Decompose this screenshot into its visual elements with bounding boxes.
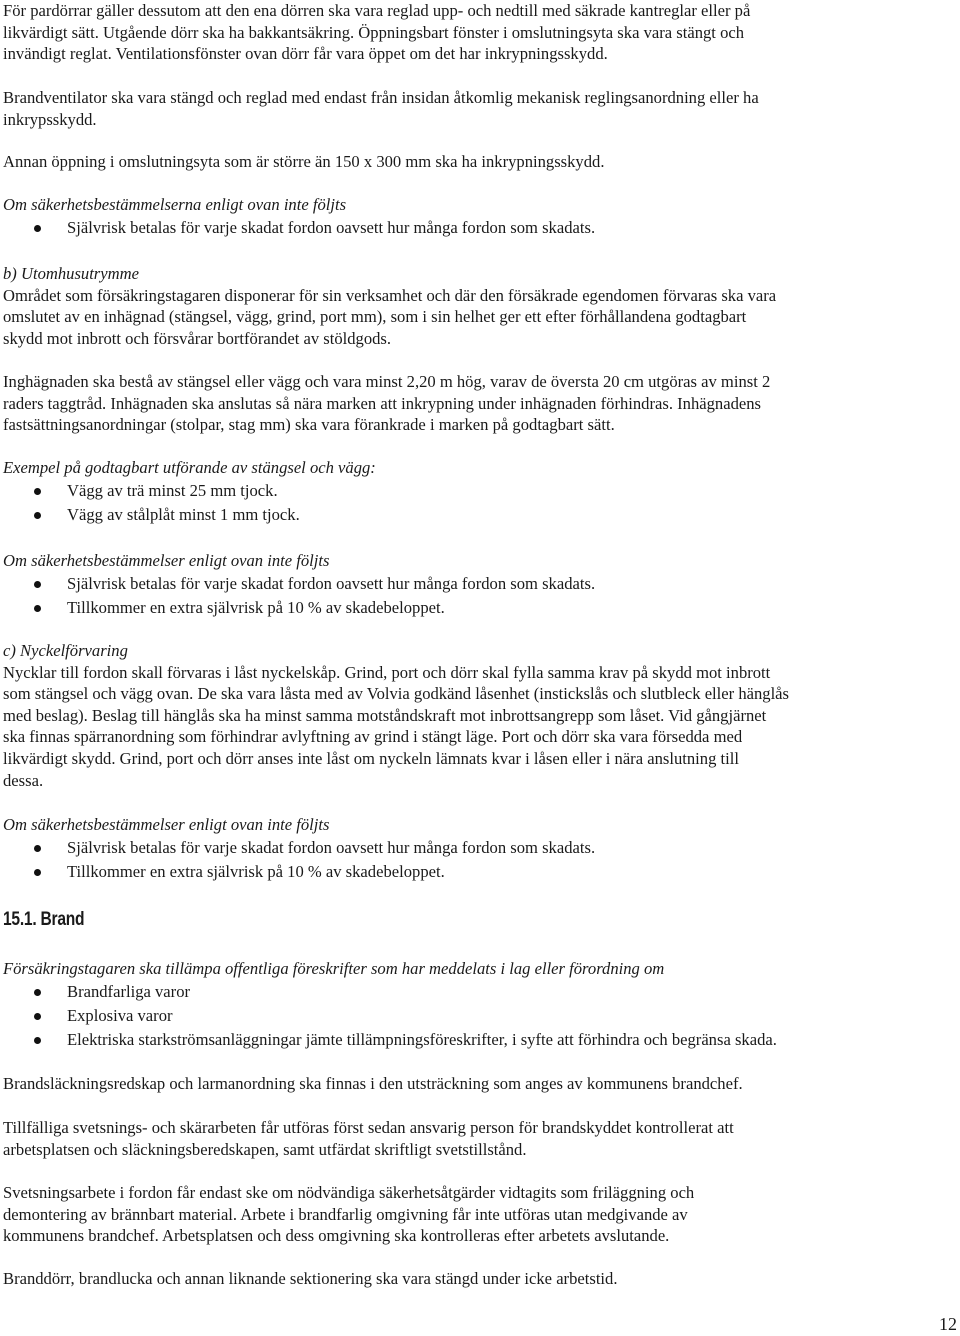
text-line: arbetsplatsen och släckningsberedskapen, samt utfärdat skriftligt svetstillstånd. — [3, 1139, 527, 1159]
example-bullet-list — [3, 479, 955, 527]
text-line: omslutet av en inhägnad (stängsel, vägg, grind, port mm), som i sin helhet ger ett efter förhållandena godtagbart — [3, 307, 747, 327]
example-heading: Exempel på godtagbart utförande av stängsel och vägg: — [3, 458, 376, 477]
list-item-text: Vägg av stålplåt minst 1 mm tjock. — [67, 504, 300, 524]
rule-bullet-list — [3, 836, 955, 884]
svetsning-paragraph — [3, 1117, 955, 1160]
text-line: skydd mot inbrott och försvårar bortförandet av stöldgods. — [3, 328, 392, 348]
list-item — [3, 479, 955, 503]
inhagnad-paragraph — [3, 371, 955, 436]
rule-bullet-list — [3, 572, 955, 620]
doors-paragraph — [3, 0, 955, 65]
list-item-text: Elektriska starkströmsanläggningar jämte tillämpningsföreskrifter, i syfte att förhindra och begränsa skada. — [67, 1029, 777, 1049]
list-item — [3, 216, 955, 240]
text-line: inkrypsskydd. — [3, 109, 97, 129]
list-item — [3, 572, 955, 596]
bullet-icon — [34, 845, 41, 852]
section-heading: b) Utomhusutrymme — [3, 264, 139, 283]
text-line: kommunens brandchef. Arbetsplatsen och dess omgivning ska kontrolleras efter arbetets avslutande. — [3, 1226, 670, 1246]
list-item-text: Explosiva varor — [67, 1005, 173, 1025]
text-line: Tillfälliga svetsnings- och skärarbeten får utföras först sedan ansvarig person för brandskyddet kontrollerat att — [3, 1118, 734, 1137]
rule-heading: Om säkerhetsbestämmelser enligt ovan inte följts — [3, 551, 330, 570]
text-line: likvärdigt skydd. Grind, port och dörr anses inte låst om nyckeln lämnats kvar i låsen eller i nära anslutning till — [3, 748, 739, 768]
text-line: Brandsläckningsredskap och larmanordning ska finnas i den utsträckning som anges av kommunens brandchef. — [3, 1074, 743, 1093]
list-item — [3, 980, 955, 1004]
text-line: fastsättningsanordningar (stolpar, stag mm) ska vara förankrade i marken på godtagbart sätt. — [3, 415, 615, 435]
branddorr-paragraph — [3, 1268, 955, 1290]
brand-bullet-list — [3, 980, 955, 1052]
list-item-text: Brandfarliga varor — [67, 981, 191, 1001]
bullet-icon — [34, 1037, 41, 1044]
list-item — [3, 1004, 955, 1028]
section-heading: c) Nyckelförvaring — [3, 641, 128, 660]
list-item-text: Tillkommer en extra självrisk på 10 % av skadebeloppet. — [67, 861, 445, 881]
list-item — [3, 1028, 955, 1052]
text-line: Annan öppning i omslutningsyta som är större än 150 x 300 mm ska ha inkrypningsskydd. — [3, 152, 605, 171]
text-line: demontering av brännbart material. Arbete i brandfarlig omgivning får inte utföras utan medgivande av — [3, 1204, 688, 1224]
example-block — [3, 457, 955, 527]
page-number: 12 — [939, 1314, 957, 1334]
bullet-icon — [34, 989, 41, 996]
list-item-text: Självrisk betalas för varje skadat fordon oavsett hur många fordon som skadats. — [67, 217, 596, 237]
rule-heading: Om säkerhetsbestämmelser enligt ovan inte följts — [3, 815, 330, 834]
rule-c-block — [3, 814, 955, 884]
brand-section-heading-wrap — [3, 909, 955, 931]
list-item-text: Vägg av trä minst 25 mm tjock. — [67, 480, 278, 500]
section-c — [3, 640, 955, 791]
text-line: likvärdigt sätt. Utgående dörr ska ha bakkantsäkring. Öppningsbart fönster i omslutningsyta ska vara stängt och — [3, 22, 745, 42]
text-line: För pardörrar gäller dessutom att den ena dörren ska vara reglad upp- och nedtill med säkrade kantreglar eller på — [3, 1, 751, 20]
bullet-icon — [34, 512, 41, 519]
text-line: ska finnas spärranordning som förhindrar avlyftning av grind i stängt läge. Port och dörr ska vara försedda med — [3, 727, 743, 747]
bullet-icon — [34, 1013, 41, 1020]
brand-intro-block — [3, 958, 955, 1052]
text-line: Svetsningsarbete i fordon får endast ske om nödvändiga säkerhetsåtgärder vidtagits som friläggning och — [3, 1183, 695, 1202]
bullet-icon — [34, 225, 41, 232]
text-line: invändigt reglat. Ventilationsfönster ovan dörr får vara öppet om det har inkrypningsskydd. — [3, 44, 608, 64]
rule-bullet-list — [3, 216, 955, 240]
rule-heading: Om säkerhetsbestämmelserna enligt ovan inte följts — [3, 195, 347, 214]
text-line: Området som försäkringstagaren disponerar för sin verksamhet och där den försäkrade egendomen förvaras ska vara — [3, 285, 777, 305]
list-item — [3, 596, 955, 620]
text-line: Nycklar till fordon skall förvaras i låst nyckelskåp. Grind, port och dörr skal fylla samma krav på skydd mot inbrott — [3, 662, 771, 682]
list-item-text: Självrisk betalas för varje skadat fordon oavsett hur många fordon som skadats. — [67, 837, 596, 857]
annan-oppning-paragraph — [3, 151, 955, 173]
slackning-paragraph — [3, 1073, 955, 1095]
text-line: Branddörr, brandlucka och annan liknande sektionering ska vara stängd under icke arbetstid. — [3, 1269, 618, 1288]
rule-b-block — [3, 550, 955, 620]
bullet-icon — [34, 605, 41, 612]
text-line: Inghägnaden ska bestå av stängsel eller vägg och vara minst 2,20 m hög, varav de översta 20 cm utgöras av minst 2 — [3, 372, 771, 391]
list-item — [3, 860, 955, 884]
rule-a-block — [3, 194, 955, 240]
section-heading: 15.1. Brand — [3, 909, 85, 930]
list-item-text: Tillkommer en extra självrisk på 10 % av skadebeloppet. — [67, 597, 445, 617]
list-item — [3, 503, 955, 527]
text-line: dessa. — [3, 770, 44, 790]
text-line: raders taggtråd. Inhägnaden ska anslutas så nära marken att inkrypning under inhägnaden förhindras. Inhägnadens — [3, 393, 761, 413]
list-item — [3, 836, 955, 860]
bullet-icon — [34, 869, 41, 876]
text-line: som stängsel och vägg ovan. De ska vara låsta med av Volvia godkänd låsenhet (instickslås och slutbleck eller hänglås — [3, 684, 790, 704]
brandventilator-paragraph — [3, 87, 955, 130]
list-item-text: Självrisk betalas för varje skadat fordon oavsett hur många fordon som skadats. — [67, 573, 596, 593]
bullet-icon — [34, 488, 41, 495]
bullet-icon — [34, 581, 41, 588]
section-b — [3, 263, 955, 349]
text-line: med beslag). Beslag till hänglås ska ha minst samma motståndskraft mot inbrottsangrepp som låset. Vid gångjärnet — [3, 705, 767, 725]
brand-intro: Försäkringstagaren ska tillämpa offentliga föreskrifter som har meddelats i lag eller förordning om — [3, 959, 665, 978]
svetsning-fordon-paragraph — [3, 1182, 955, 1247]
text-line: Brandventilator ska vara stängd och reglad med endast från insidan åtkomlig mekanisk reglingsanordning eller ha — [3, 88, 759, 107]
